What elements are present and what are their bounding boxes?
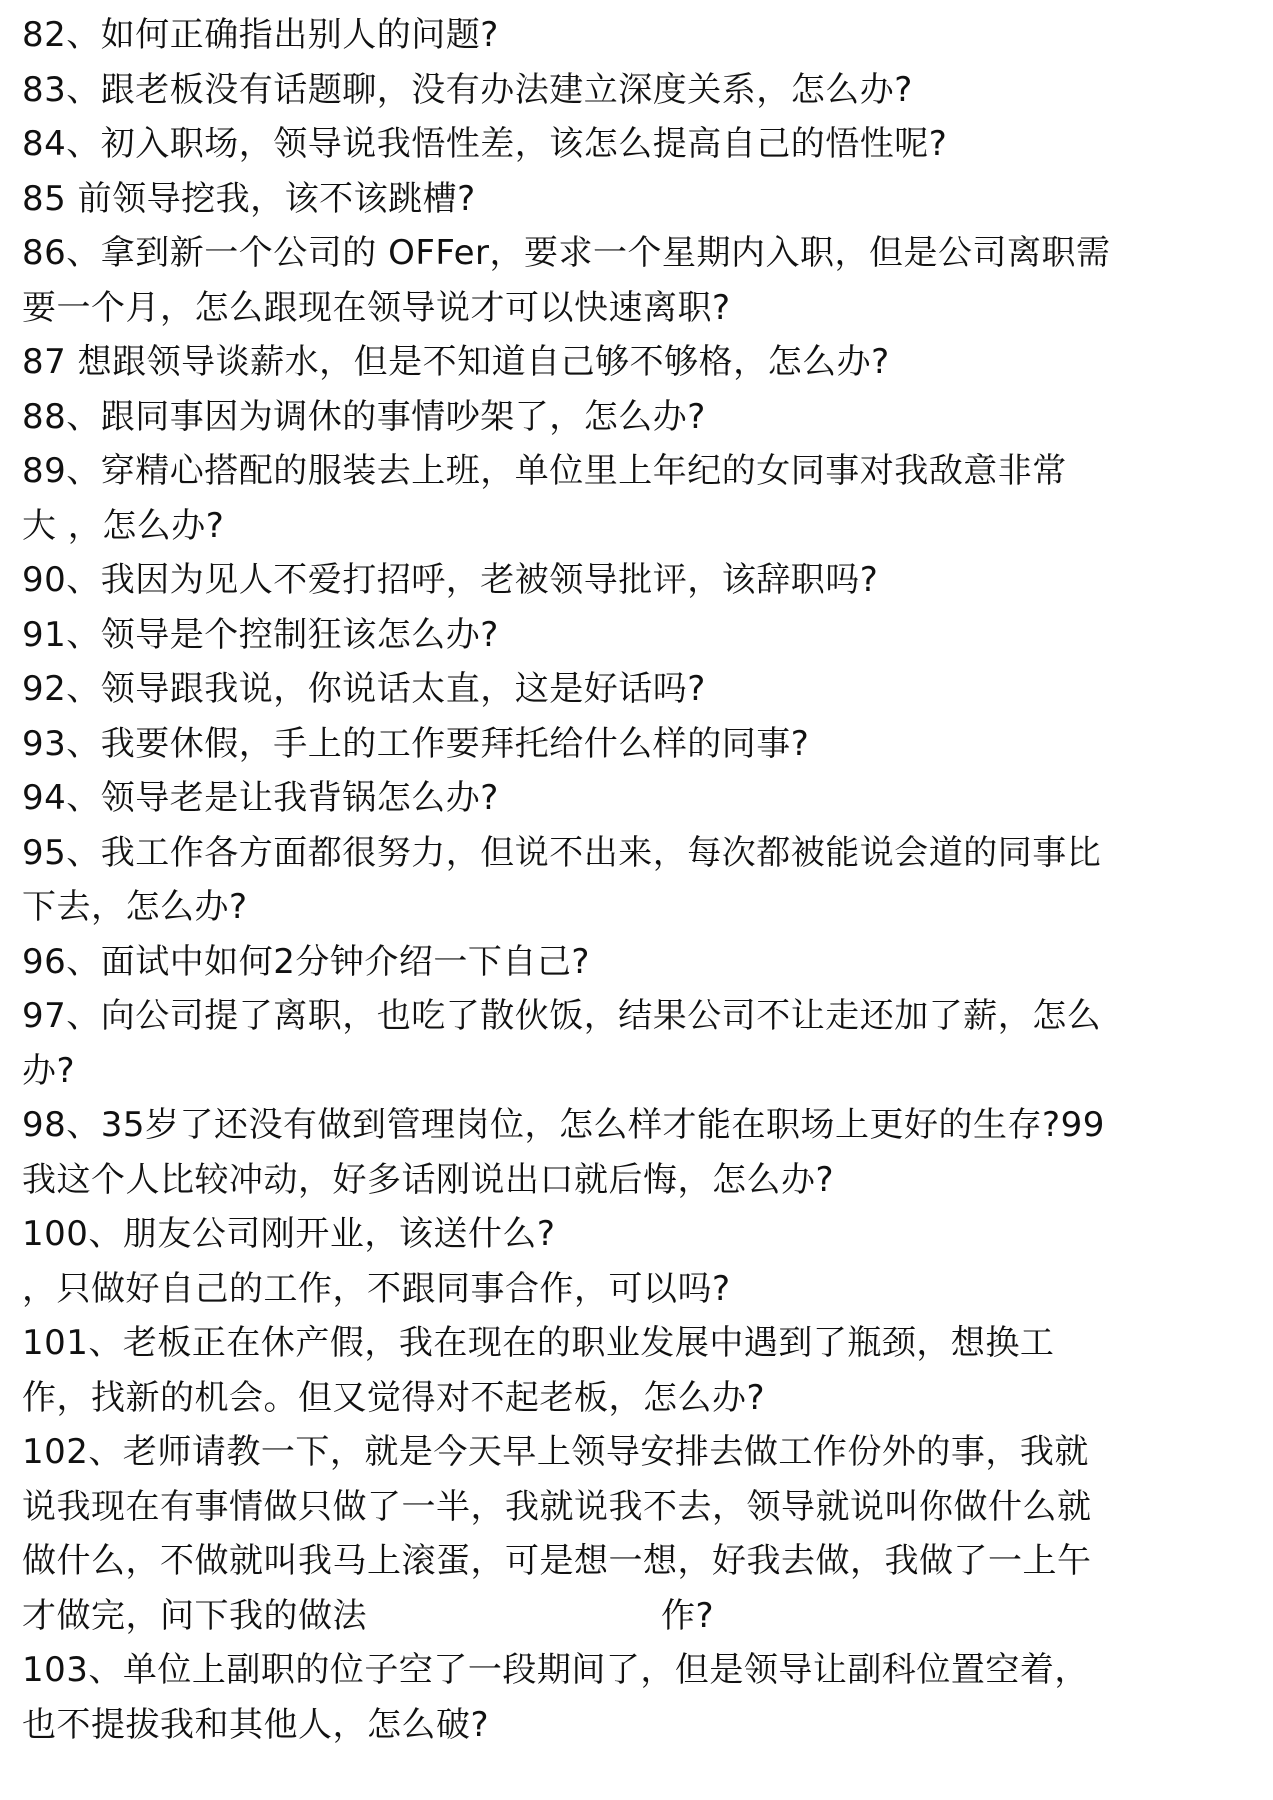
text-line: 说我现在有事情做只做了一半，我就说我不去，领导就说叫你做什么就: [22, 1486, 1092, 1527]
text-line: 办?: [22, 1050, 76, 1091]
text-line: 101、老板正在休产假，我在现在的职业发展中遇到了瓶颈，想换工: [22, 1323, 1055, 1363]
text-line: 97、向公司提了离职，也吃了散伙饭，结果公司不让走还加了薪，怎么: [22, 996, 1102, 1036]
text-line: 82、如何正确指出别人的问题?: [22, 15, 499, 55]
text-line: 做什么，不做就叫我马上滚蛋，可是想一想，好我去做，我做了一上午: [22, 1541, 1092, 1581]
text-line: 90、我因为见人不爱打招呼，老被领导批评，该辞职吗?: [22, 560, 879, 600]
text-line: 94、领导老是让我背锅怎么办?: [22, 778, 499, 818]
text-line: 103、单位上副职的位子空了一段期间了，但是领导让副科位置空着，: [22, 1650, 1089, 1690]
text-line: 83、跟老板没有话题聊，没有办法建立深度关系，怎么办?: [22, 69, 913, 110]
text-line: 96、面试中如何2分钟介绍一下自己?: [22, 941, 590, 982]
text-line: 85 前领导挖我，该不该跳槽?: [22, 178, 476, 219]
text-line: 我这个人比较冲动，好多话刚说出口就后悔，怎么办?: [22, 1159, 835, 1200]
text-line: 95、我工作各方面都很努力，但说不出来，每次都被能说会道的同事比: [22, 832, 1102, 873]
text-line: ，只做好自己的工作，不跟同事合作，可以吗?: [22, 1268, 731, 1309]
text-line: 大 ，怎么办?: [22, 505, 225, 546]
text-line: 作，找新的机会。但又觉得对不起老板，怎么办?: [22, 1377, 766, 1418]
text-line: 92、领导跟我说，你说话太直，这是好话吗?: [22, 669, 706, 709]
text-line: 要一个月，怎么跟现在领导说才可以快速离职?: [22, 287, 731, 328]
text-line: 102、老师请教一下，就是今天早上领导安排去做工作份外的事，我就: [22, 1432, 1089, 1472]
text-line: 89、穿精心搭配的服装去上班，单位里上年纪的女同事对我敌意非常: [22, 451, 1067, 491]
text-line: 87 想跟领导谈薪水，但是不知道自己够不够格，怎么办?: [22, 342, 890, 382]
text-line: 91、领导是个控制狂该怎么办?: [22, 614, 499, 655]
text-line: 也不提拔我和其他人，怎么破?: [22, 1704, 490, 1745]
text-line: 下去，怎么办?: [22, 887, 248, 927]
text-line: 93、我要休假，手上的工作要拜托给什么样的同事?: [22, 723, 810, 764]
text-line: 98、35岁了还没有做到管理岗位，怎么样才能在职场上更好的生存?99: [22, 1105, 1105, 1145]
text-line: 才做完，问下我的做法 作?: [22, 1595, 715, 1636]
text-line: 88、跟同事因为调休的事情吵架了，怎么办?: [22, 396, 706, 437]
text-line: 100、朋友公司刚开业，该送什么?: [22, 1214, 556, 1254]
text-line: 84、初入职场，领导说我悟性差，该怎么提高自己的悟性呢?: [22, 124, 948, 164]
text-line: 86、拿到新一个公司的 OFFer，要求一个星期内入职，但是公司离职需: [22, 233, 1111, 273]
